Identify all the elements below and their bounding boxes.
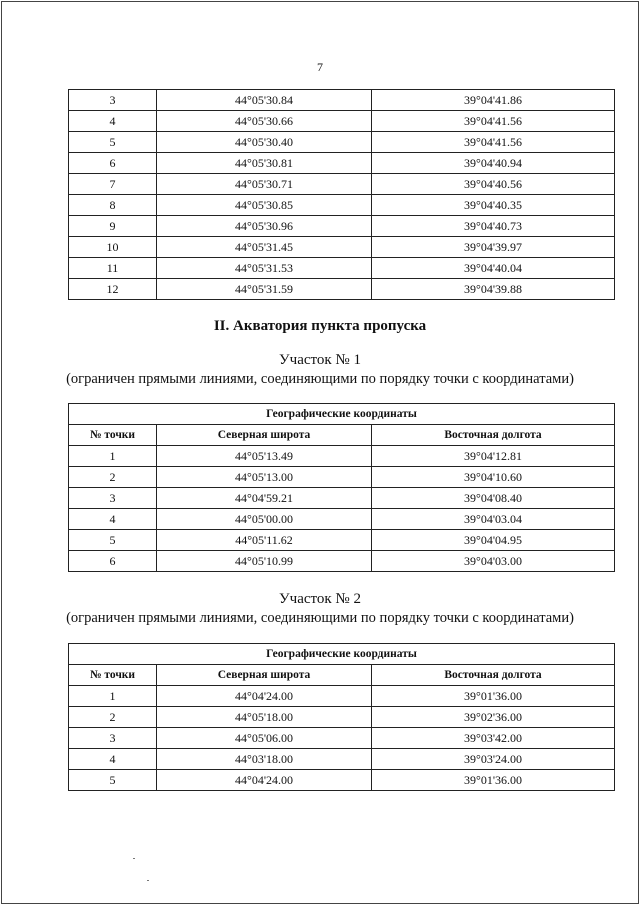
cell-latitude: 44°05'30.81 bbox=[157, 153, 372, 174]
cell-point-number: 7 bbox=[69, 174, 157, 195]
cell-latitude: 44°05'13.49 bbox=[157, 446, 372, 467]
table-row bbox=[69, 446, 615, 467]
table-row bbox=[69, 153, 615, 174]
cell-longitude: 39°04'10.60 bbox=[372, 467, 615, 488]
header-longitude: Восточная долгота bbox=[372, 665, 615, 686]
cell-longitude: 39°04'40.35 bbox=[372, 195, 615, 216]
cell-point-number: 12 bbox=[69, 279, 157, 300]
area-1-note: (ограничен прямыми линиями, соединяющими по порядку точки с координатами) bbox=[66, 371, 574, 387]
table-row bbox=[69, 707, 615, 728]
cell-longitude: 39°04'41.56 bbox=[372, 132, 615, 153]
cell-latitude: 44°05'06.00 bbox=[157, 728, 372, 749]
cell-longitude: 39°04'03.04 bbox=[372, 509, 615, 530]
header-point-number: № точки bbox=[69, 425, 157, 446]
cell-longitude: 39°01'36.00 bbox=[372, 686, 615, 707]
cell-longitude: 39°04'39.97 bbox=[372, 237, 615, 258]
cell-point-number: 6 bbox=[69, 551, 157, 572]
cell-point-number: 2 bbox=[69, 467, 157, 488]
cell-longitude: 39°04'08.40 bbox=[372, 488, 615, 509]
cell-longitude: 39°04'40.73 bbox=[372, 216, 615, 237]
cell-latitude: 44°05'13.00 bbox=[157, 467, 372, 488]
table-row bbox=[69, 90, 615, 111]
cell-latitude: 44°05'30.96 bbox=[157, 216, 372, 237]
area-2-heading: Участок № 2 bbox=[279, 591, 361, 607]
cell-latitude: 44°04'24.00 bbox=[157, 686, 372, 707]
table-body bbox=[69, 686, 615, 791]
cell-latitude: 44°04'59.21 bbox=[157, 488, 372, 509]
cell-longitude: 39°04'41.86 bbox=[372, 90, 615, 111]
page-number: 7 bbox=[317, 60, 323, 74]
cell-latitude: 44°05'31.53 bbox=[157, 258, 372, 279]
cell-point-number: 5 bbox=[69, 530, 157, 551]
table-row bbox=[69, 258, 615, 279]
cell-point-number: 11 bbox=[69, 258, 157, 279]
cell-point-number: 4 bbox=[69, 509, 157, 530]
cell-longitude: 39°04'03.00 bbox=[372, 551, 615, 572]
scan-speck bbox=[147, 880, 149, 881]
area-1-coordinates-table bbox=[68, 403, 615, 572]
table-body bbox=[69, 446, 615, 572]
cell-latitude: 44°05'10.99 bbox=[157, 551, 372, 572]
table-row bbox=[69, 174, 615, 195]
cell-point-number: 9 bbox=[69, 216, 157, 237]
header-latitude: Северная широта bbox=[157, 425, 372, 446]
cell-point-number: 5 bbox=[69, 770, 157, 791]
table-row bbox=[69, 770, 615, 791]
cell-point-number: 5 bbox=[69, 132, 157, 153]
table-row bbox=[69, 728, 615, 749]
cell-point-number: 3 bbox=[69, 488, 157, 509]
cell-latitude: 44°05'31.45 bbox=[157, 237, 372, 258]
scan-speck bbox=[133, 858, 135, 859]
cell-latitude: 44°05'11.62 bbox=[157, 530, 372, 551]
table-caption: Географические координаты bbox=[69, 644, 615, 665]
cell-point-number: 4 bbox=[69, 111, 157, 132]
cell-latitude: 44°05'00.00 bbox=[157, 509, 372, 530]
cell-latitude: 44°05'30.40 bbox=[157, 132, 372, 153]
cell-point-number: 4 bbox=[69, 749, 157, 770]
table-row bbox=[69, 111, 615, 132]
cell-point-number: 6 bbox=[69, 153, 157, 174]
cell-point-number: 1 bbox=[69, 446, 157, 467]
cell-longitude: 39°04'40.56 bbox=[372, 174, 615, 195]
header-latitude: Северная широта bbox=[157, 665, 372, 686]
cell-latitude: 44°05'30.84 bbox=[157, 90, 372, 111]
header-point-number: № точки bbox=[69, 665, 157, 686]
cell-point-number: 1 bbox=[69, 686, 157, 707]
table-row bbox=[69, 132, 615, 153]
table-row bbox=[69, 551, 615, 572]
cell-latitude: 44°03'18.00 bbox=[157, 749, 372, 770]
cell-longitude: 39°04'40.04 bbox=[372, 258, 615, 279]
cell-longitude: 39°04'12.81 bbox=[372, 446, 615, 467]
cell-point-number: 2 bbox=[69, 707, 157, 728]
area-1-heading: Участок № 1 bbox=[279, 352, 361, 368]
table-row bbox=[69, 237, 615, 258]
cell-latitude: 44°05'30.71 bbox=[157, 174, 372, 195]
table-row bbox=[69, 467, 615, 488]
header-longitude: Восточная долгота bbox=[372, 425, 615, 446]
cell-latitude: 44°05'31.59 bbox=[157, 279, 372, 300]
table-row bbox=[69, 195, 615, 216]
cell-latitude: 44°05'18.00 bbox=[157, 707, 372, 728]
cell-longitude: 39°04'40.94 bbox=[372, 153, 615, 174]
table-row bbox=[69, 686, 615, 707]
table-caption: Географические координаты bbox=[69, 404, 615, 425]
section-title: II. Акватория пункта пропуска bbox=[213, 318, 427, 334]
table-row bbox=[69, 279, 615, 300]
cell-longitude: 39°01'36.00 bbox=[372, 770, 615, 791]
cell-longitude: 39°02'36.00 bbox=[372, 707, 615, 728]
table-row bbox=[69, 749, 615, 770]
cell-longitude: 39°04'04.95 bbox=[372, 530, 615, 551]
table-row bbox=[69, 216, 615, 237]
area-2-note: (ограничен прямыми линиями, соединяющими по порядку точки с координатами) bbox=[66, 610, 574, 626]
area-2-coordinates-table bbox=[68, 643, 615, 791]
cell-point-number: 8 bbox=[69, 195, 157, 216]
table-row bbox=[69, 488, 615, 509]
cell-longitude: 39°03'42.00 bbox=[372, 728, 615, 749]
cell-point-number: 3 bbox=[69, 728, 157, 749]
cell-latitude: 44°04'24.00 bbox=[157, 770, 372, 791]
cell-longitude: 39°03'24.00 bbox=[372, 749, 615, 770]
cell-latitude: 44°05'30.85 bbox=[157, 195, 372, 216]
cell-longitude: 39°04'41.56 bbox=[372, 111, 615, 132]
table-body bbox=[69, 90, 615, 300]
cell-latitude: 44°05'30.66 bbox=[157, 111, 372, 132]
cell-point-number: 3 bbox=[69, 90, 157, 111]
coordinates-table-continued bbox=[68, 89, 615, 300]
table-row bbox=[69, 509, 615, 530]
table-row bbox=[69, 530, 615, 551]
cell-longitude: 39°04'39.88 bbox=[372, 279, 615, 300]
cell-point-number: 10 bbox=[69, 237, 157, 258]
